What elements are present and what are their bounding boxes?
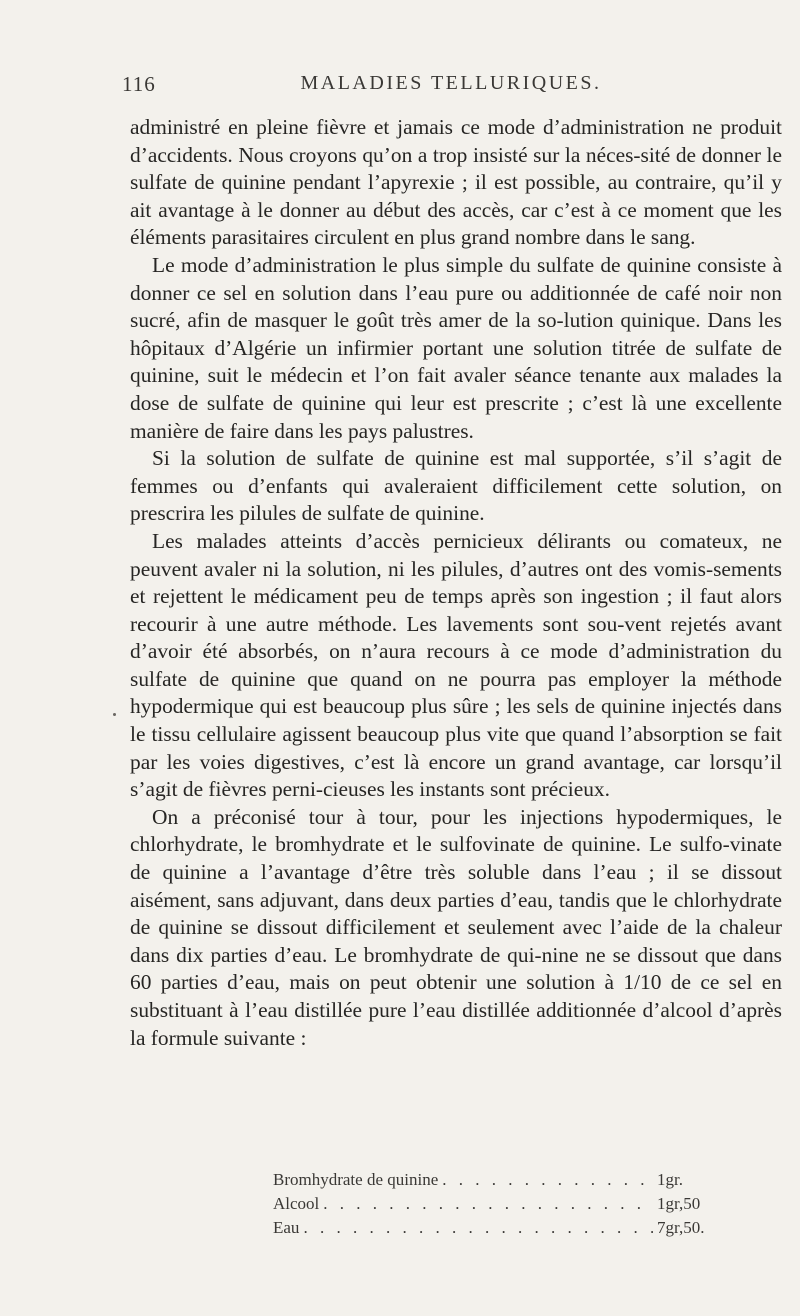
formula-ingredient: Bromhydrate de quinine (273, 1170, 439, 1189)
formula-ingredient: Alcool (273, 1194, 320, 1213)
paragraph: Si la solution de sulfate de quinine est mal supportée, s’il s’agit de femmes ou d’enfants qui avaleraient difficilement cette solution, on prescrira les pilules de sulfate de quinine. (130, 446, 782, 526)
paragraph-continued: administré en pleine fièvre et jamais ce mode d’administration ne produit d’accidents. Nous croyons qu’on a trop insisté sur la néces-sité de donner le sulfate de quinine pendant l’apyrexie ; il est possible, au contraire, qu’il y ait avantage à le donner au début des accès, car c’est à ce moment que les éléments parasitaires circulent en plus grand nombre dans le sang. (130, 115, 782, 250)
formula-table (273, 1168, 711, 1240)
paragraph: On a préconisé tour à tour, pour les injections hypodermiques, le chlorhydrate, le bromhydrate et le sulfovinate de quinine. Le sulfo-vinate de quinine a l’avantage d’être très soluble dans l’eau ; il se dissout aisément, sans adjuvant, dans deux parties d’eau, tandis que le chlorhydrate de quinine se dissout difficilement et seulement avec l’aide de la chaleur dans dix parties d’eau. Le bromhydrate de qui-nine ne se dissout que dans 60 parties d’eau, mais on peut obtenir une solution à 1/10 de ce sel en substituant à l’eau distillée pure l’eau distillée additionnée d’alcool d’après la formule suivante : (130, 804, 782, 1050)
dot-leader (323, 1192, 653, 1216)
running-title: MALADIES TELLURIQUES. (300, 72, 602, 94)
formula-row (273, 1216, 711, 1240)
page-number: 116 (122, 72, 156, 96)
paragraph: Les malades atteints d’accès pernicieux délirants ou comateux, ne peuvent avaler ni la solution, ni les pilules, d’autres ont des vomis-sements et rejettent le médicament peu de temps après son ingestion ; il faut alors recourir à une autre méthode. Les lavements sont sou-vent rejetés avant d’avoir été absorbés, on n’aura recours à ce mode d’administration du sulfate de quinine que quand on ne pourra pas employer la méthode hypodermique qui est beaucoup plus sûre ; les sels de quinine injectés dans le tissu cellulaire agissent beaucoup plus vite que quand l’absorption se fait par les voies digestives, c’est là encore un grand avantage, car lorsqu’il s’agit de fièvres perni-cieuses les instants sont précieux. (130, 528, 782, 802)
dot-leader (303, 1216, 653, 1240)
body-text (130, 114, 782, 1052)
dot-leader (442, 1168, 653, 1192)
formula-ingredient: Eau (273, 1218, 300, 1237)
formula-quantity: 7gr,50. (657, 1218, 705, 1237)
print-speck (113, 713, 116, 716)
running-head (122, 72, 780, 98)
formula-row (273, 1168, 711, 1192)
formula-row (273, 1192, 711, 1216)
formula-quantity: 1gr. (657, 1170, 683, 1189)
formula-quantity: 1gr,50 (657, 1194, 701, 1213)
paragraph: Le mode d’administration le plus simple du sulfate de quinine consiste à donner ce sel en solution dans l’eau pure ou additionnée de café noir non sucré, afin de masquer le goût très amer de la so-lution quinique. Dans les hôpitaux d’Algérie un infirmier portant une solution titrée de sulfate de quinine, suit le médecin et l’on fait avaler séance tenante aux malades la dose de sulfate de quinine qui leur est prescrite ; c’est là une excellente manière de faire dans les pays palustres. (130, 252, 782, 443)
